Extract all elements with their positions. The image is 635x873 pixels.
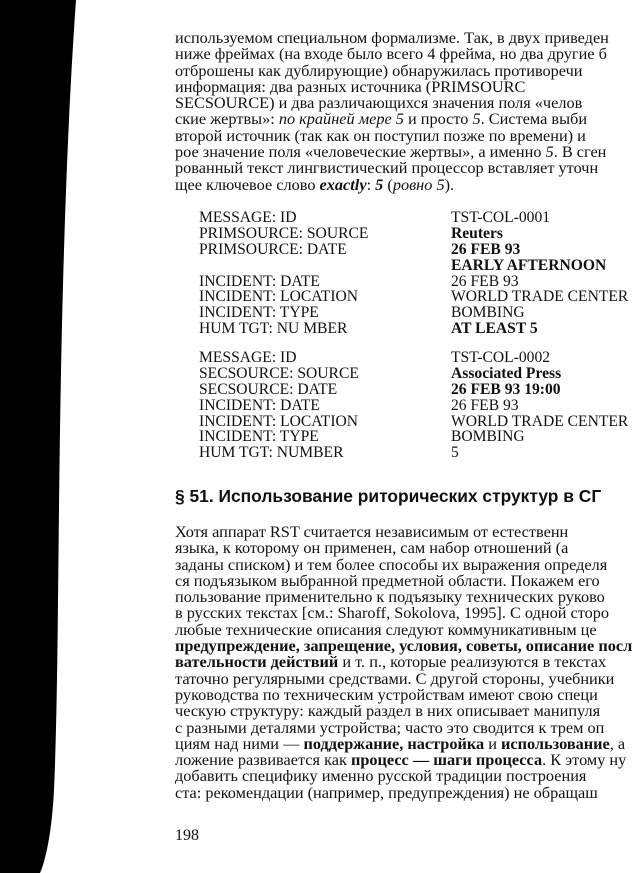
text-run: предупреждение, запрещение, условия, советы, описание посл — [175, 636, 633, 656]
frame-field-name: INCIDENT: DATE — [199, 396, 320, 414]
frame-field-value: 26 FEB 93 — [451, 240, 521, 258]
frame-field-name: HUM TGT: NU MBER — [199, 320, 348, 338]
text-run: и просто — [403, 109, 473, 129]
frame-field-value: WORLD TRADE CENTER — [451, 288, 629, 306]
text-run: рое значение поля «человеческие жертвы», а именно — [175, 142, 546, 162]
text-run: отброшены как дублирующие) обнаружилась противоречи — [175, 60, 583, 80]
text-run: . В сген — [553, 142, 607, 162]
text-run: , а — [609, 733, 626, 753]
text-run: вательности действий — [175, 652, 339, 672]
frame-field-name: INCIDENT: TYPE — [199, 304, 319, 322]
page-number: 198 — [175, 827, 199, 844]
frame-field-name: INCIDENT: TYPE — [199, 428, 319, 446]
text-line — [175, 782, 635, 802]
frame-field-name: SECSOURCE: DATE — [199, 380, 338, 398]
frame-field-value: Associated Press — [451, 364, 562, 382]
text-run: ческую структуру: каждый раздел в них описывает манипуля — [175, 701, 601, 721]
text-run: с разными деталями устройства; часто это сводится к трем оп — [175, 717, 605, 737]
frame-field-name: INCIDENT: DATE — [199, 272, 320, 290]
frame-field-name: SECSOURCE: SOURCE — [199, 364, 359, 382]
text-run: циям над ними — — [175, 733, 304, 753]
frame-field-value: TST-COL-0002 — [451, 349, 551, 366]
text-run: добавить специфику именно русской традиции построения — [175, 766, 587, 786]
frame-field-value: EARLY AFTERNOON — [451, 256, 607, 274]
text-run: любые технические описания следуют коммуникативным це — [175, 619, 597, 639]
text-run: ). — [444, 174, 455, 194]
frame-field-name: INCIDENT: LOCATION — [199, 288, 359, 306]
text-run: и т. п., которые реализуются в текстах — [338, 652, 607, 672]
text-run: SECSOURCE) и два различающихся значения поля «челов — [175, 93, 583, 113]
text-run: ложение развивается как — [175, 750, 351, 770]
frame-field-name: PRIMSOURCE: SOURCE — [199, 224, 369, 242]
text-run: ровно 5 — [392, 174, 445, 194]
text-run: ( — [383, 174, 393, 194]
text-run: ские жертвы»: — [175, 109, 279, 129]
text-run: использование — [501, 733, 610, 753]
text-run: по крайней мере 5 — [278, 109, 404, 129]
frame-field-value: BOMBING — [451, 304, 525, 322]
text-run: ся подъязыком выбранной предметной области. Покажем его — [175, 570, 600, 590]
frame-field-name: PRIMSOURCE: DATE — [199, 240, 347, 258]
text-run: Хотя аппарат RST считается независимым от естественн — [175, 522, 569, 541]
text-run: : — [366, 174, 376, 194]
text-line — [175, 174, 635, 194]
frame-field-value: WORLD TRADE CENTER — [451, 412, 629, 430]
frame-field-value: Reuters — [451, 224, 503, 242]
text-run: ста: рекомендации (например, предупреждения) не обращаш — [175, 782, 598, 802]
frame-field-name: MESSAGE: ID — [199, 349, 297, 366]
text-run: . К этому ну — [542, 750, 627, 770]
frame-field-value: 26 FEB 93 — [451, 272, 519, 290]
frame-field-name: MESSAGE: ID — [199, 209, 297, 226]
frame-field-value: 5 — [451, 444, 459, 462]
frame-field-value: BOMBING — [451, 428, 525, 446]
text-run: 5 — [545, 142, 554, 162]
intro-paragraph — [175, 30, 635, 193]
frame-field-name: INCIDENT: LOCATION — [199, 412, 359, 430]
frame-field-value: 26 FEB 93 19:00 — [451, 380, 561, 398]
text-run: и — [484, 733, 501, 753]
section-heading: § 51. Использование риторических структур в СГ — [175, 486, 602, 506]
text-run: . Система выби — [480, 109, 588, 129]
frame-field-value: TST-COL-0001 — [451, 209, 551, 226]
text-run: второй источник (так как он поступил позже по времени) и — [175, 125, 586, 145]
text-run: таточно регулярными средствами. С другой стороны, учебники — [175, 668, 615, 688]
text-run: ниже фреймах (на входе было всего 4 фрейма, но два другие б — [175, 44, 607, 64]
text-run: пользование применительно к подъязыку технических руково — [175, 587, 605, 607]
text-run: в русских текстах [см.: Sharoff, Sokolova, 1995]. С одной сторо — [175, 603, 610, 623]
text-run: поддержание, настройка — [303, 733, 485, 753]
text-run: exactly — [319, 174, 367, 194]
text-run: щее ключевое слово — [175, 174, 320, 194]
body-paragraph — [175, 524, 635, 801]
text-run: языка, к которому он применен, сам набор отношений (а — [175, 538, 569, 558]
text-run: процесс — шаги процесса — [350, 750, 543, 770]
frame-field-value: 26 FEB 93 — [451, 396, 519, 414]
frame-field-name: HUM TGT: NUMBER — [199, 444, 344, 462]
text-run: заданы списком) и тем более способы их выражения определя — [175, 554, 608, 574]
text-run: рованный текст лингвистический процессор вставляет уточн — [175, 158, 599, 178]
text-run: руководства по техническим устройствам имеют свою специ — [175, 684, 598, 704]
text-run: используемом специальном формализме. Так, в двух приведен — [175, 28, 609, 47]
text-run: 5 — [375, 174, 384, 194]
text-run: информация: два разных источника (PRIMSOURC — [175, 76, 526, 96]
frame-field-value: AT LEAST 5 — [451, 320, 538, 338]
text-run: 5 — [472, 109, 481, 129]
